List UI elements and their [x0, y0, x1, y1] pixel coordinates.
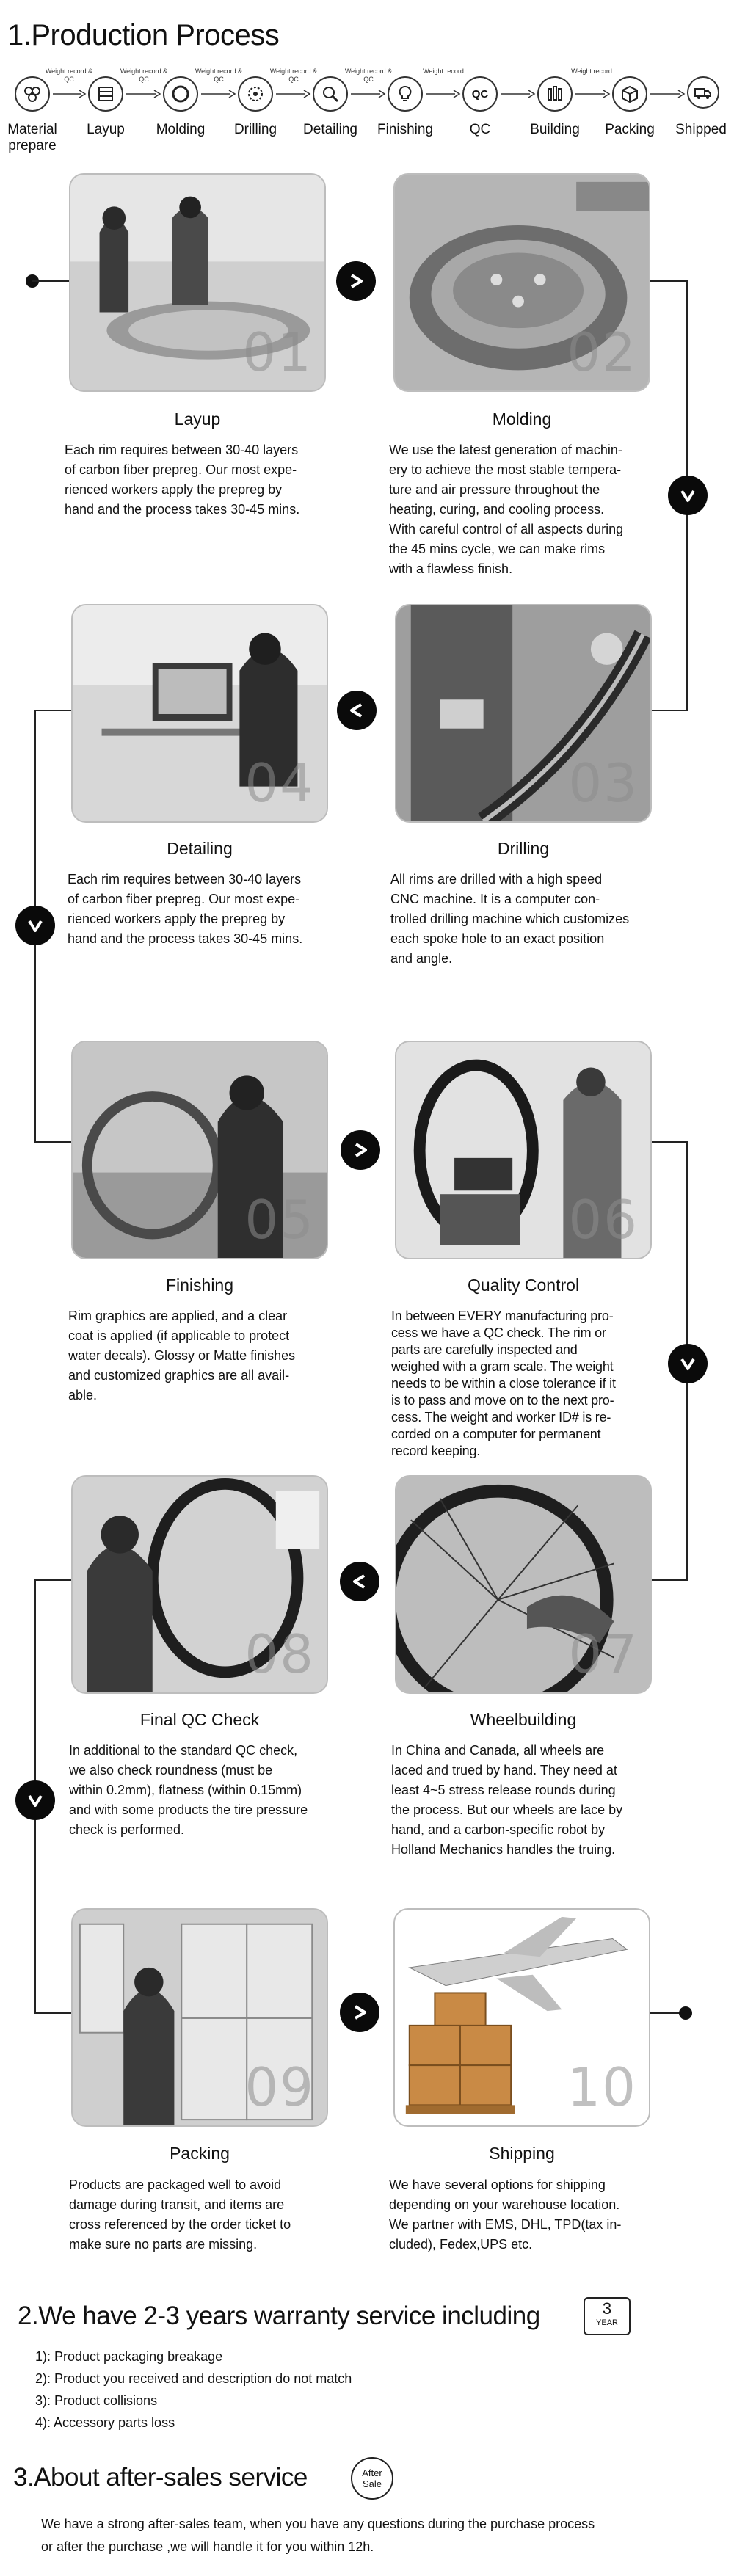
flow-arrow-icon — [349, 88, 386, 100]
flow-end-dot — [679, 2006, 692, 2020]
card-title: Packing — [170, 2144, 230, 2163]
flow-line — [34, 1141, 71, 1143]
flow-arrow-icon — [499, 88, 536, 100]
step-label: Material prepare — [7, 122, 57, 153]
step-label: Finishing — [377, 122, 434, 137]
flow-arrow-icon — [51, 88, 87, 100]
card-title: Wheelbuilding — [470, 1710, 577, 1729]
step-label: Layup — [87, 122, 125, 137]
step-label: QC — [469, 122, 491, 137]
card-body: Each rim requires between 30-40 layers of carbon fiber prepreg. Our most expe- rienced workers apply the prepreg by hand and the process takes 30-45 mins. — [65, 443, 300, 517]
after-sales-text: We have a strong after-sales team, when you have any questions during the purchase process or after the purchase ,we will handle it for you within 12h. — [41, 2517, 595, 2554]
next-right-icon — [340, 1993, 379, 2032]
step-label: Drilling — [233, 122, 277, 137]
step-number: 07 — [568, 1623, 639, 1685]
warranty-list — [35, 2346, 352, 2434]
next-down-icon — [668, 1344, 708, 1383]
after-sale-badge-icon: After Sale — [351, 2457, 393, 2500]
step-label: Shipped — [675, 122, 727, 137]
flow-arrow-icon — [649, 88, 686, 100]
photo-molding — [393, 173, 650, 392]
section-title-after-sales: 3.About after-sales service — [13, 2463, 308, 2492]
flow-line — [650, 280, 688, 282]
flow-note: Weight record — [423, 68, 464, 75]
list-item: 2): Product you received and description do not match — [35, 2371, 352, 2386]
flow-note: Weight record & QC — [344, 68, 393, 83]
list-item: 1): Product packaging breakage — [35, 2349, 223, 2364]
flow-note: Weight record & QC — [120, 68, 168, 83]
card-title: Detailing — [167, 839, 233, 858]
next-left-icon — [337, 691, 377, 730]
card-body: In between EVERY manufacturing pro- cess we have a QC check. The rim or parts are carefully inspected and weighed with a gram scale. The weight needs to be within a close tolerance if it is to pass and move on to the next pro- cess. The weight and worker ID# is re- corded on a computer for permanent record keeping. — [391, 1309, 616, 1458]
step-number: 01 — [242, 321, 313, 383]
flow-note: Weight record & QC — [45, 68, 93, 83]
card-body: Rim graphics are applied, and a clear coat is applied (if applicable to protect water decals). Glossy or Matte finishes and customized graphics are all avail- able. — [68, 1309, 296, 1402]
flow-note: Weight record & QC — [195, 68, 243, 83]
card-body: We have several options for shipping depending on your warehouse location. We partner with EMS, DHL, TPD(tax in- cluded), Fedex,UPS etc. — [389, 2177, 622, 2252]
step-label: Molding — [156, 122, 206, 137]
shipped-icon — [687, 76, 719, 109]
flow-arrow-icon — [125, 88, 161, 100]
next-down-icon — [15, 906, 55, 945]
step-number: 02 — [567, 321, 637, 383]
photo-final-qc — [71, 1475, 328, 1694]
flow-arrow-icon — [200, 88, 236, 100]
card-body: We use the latest generation of machin- ery to achieve the most stable tempera- ture and air pressure throughout the heating, curing, and cooling process. With careful control of all aspects during the 45 mins cycle, we can make rims with a flawless finish. — [389, 443, 624, 576]
flow-note: Weight record & QC — [269, 68, 318, 83]
card-title: Shipping — [489, 2144, 555, 2163]
step-number: 05 — [244, 1189, 315, 1251]
qc-badge-label: QC — [471, 87, 489, 101]
card-title: Finishing — [165, 1276, 234, 1295]
step-label: Packing — [605, 122, 655, 137]
next-right-icon — [336, 261, 376, 301]
card-body: Products are packaged well to avoid damage during transit, and items are cross referenced by the order ticket to make sure no parts are missing. — [69, 2177, 291, 2252]
photo-shipping — [393, 1908, 650, 2127]
flow-line — [650, 1141, 688, 1143]
flow-arrow-icon — [275, 88, 311, 100]
card-title: Layup — [174, 410, 221, 429]
next-down-icon — [668, 476, 708, 515]
flow-arrow-icon — [574, 88, 611, 100]
flow-arrow-icon — [424, 88, 461, 100]
step-number: 10 — [567, 2056, 637, 2118]
list-item: 3): Product collisions — [35, 2393, 158, 2408]
card-body: All rims are drilled with a high speed CNC machine. It is a computer con- trolled drilling machine which customizes each spoke hole to an exact position and angle. — [390, 872, 630, 966]
flow-line — [34, 710, 71, 711]
card-title: Final QC Check — [139, 1710, 260, 1729]
packing-icon — [612, 76, 647, 112]
step-number: 08 — [244, 1623, 315, 1685]
card-body: In China and Canada, all wheels are laced and trued by hand. They need at least 4~5 stress release rounds during the process. But our wheels are lace by hand, and a carbon-specific robot by Holland Mechanics handles the truing. — [391, 1743, 623, 1857]
next-right-icon — [341, 1130, 380, 1170]
building-icon — [537, 76, 573, 112]
flow-line — [650, 1579, 688, 1581]
section-title-production: 1.Production Process — [7, 19, 280, 51]
photo-layup — [69, 173, 326, 392]
step-number: 03 — [568, 752, 639, 814]
flow-line — [32, 280, 69, 282]
flow-line — [34, 2012, 71, 2014]
card-title: Drilling — [497, 839, 550, 858]
step-number: 06 — [568, 1189, 639, 1251]
photo-drilling — [395, 604, 652, 823]
flow-line — [650, 710, 688, 711]
flow-line — [34, 1579, 71, 1581]
photo-quality-control — [395, 1041, 652, 1259]
card-body: Each rim requires between 30-40 layers of carbon fiber prepreg. Our most expe- rienced workers apply the prepreg by hand and the process takes 30-45 mins. — [68, 872, 303, 946]
photo-detailing — [71, 604, 328, 823]
flow-note: Weight record — [571, 68, 612, 75]
next-left-icon — [340, 1562, 379, 1601]
card-title: Molding — [492, 410, 552, 429]
photo-finishing — [71, 1041, 328, 1259]
section-title-warranty: 2.We have 2-3 years warranty service including — [18, 2302, 540, 2330]
step-label: Building — [530, 122, 580, 137]
step-number: 09 — [244, 2056, 315, 2118]
step-number: 04 — [244, 752, 315, 814]
photo-packing — [71, 1908, 328, 2127]
step-label: Detailing — [303, 122, 357, 137]
warranty-badge-icon: 3 YEAR — [584, 2297, 631, 2335]
card-body: In additional to the standard QC check, we also check roundness (must be within 0.2mm), flatness (within 0.15mm) and with some products the tire pressure check is performed. — [69, 1743, 308, 1837]
qc-icon — [462, 76, 498, 112]
card-title: Quality Control — [467, 1276, 580, 1295]
next-down-icon — [15, 1780, 55, 1820]
list-item: 4): Accessory parts loss — [35, 2415, 175, 2430]
photo-wheelbuilding — [395, 1475, 652, 1694]
